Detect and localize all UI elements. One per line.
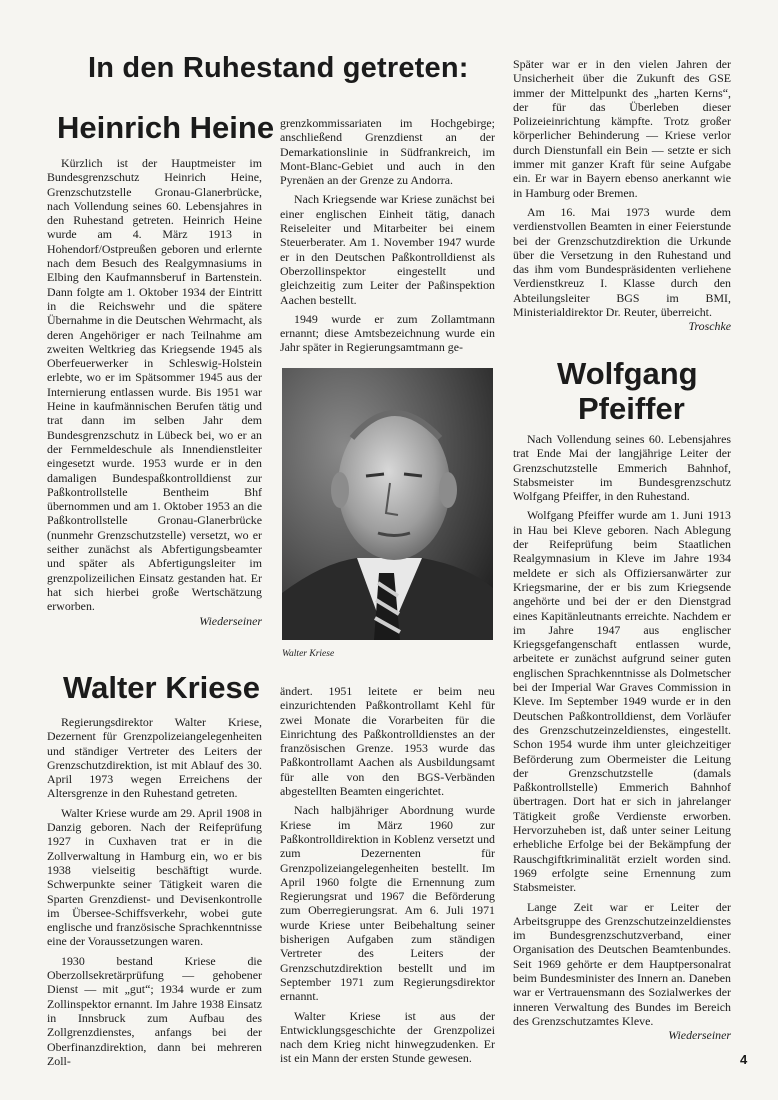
portrait-figure: [282, 368, 493, 640]
heine-signature: Wiederseiner: [199, 613, 262, 628]
pfeiffer-paragraph: Nach Vollendung seines 60. Lebensjahres trat Ende Mai der langjährige Leiter der Grenzschutzstelle Emmerich Bahnhof, Stabsmeister im Bundesgrenzschutz Wolfgang Pfeiffer, in den Ruhestand.: [513, 432, 731, 504]
page-number: 4: [740, 1052, 748, 1067]
kriese-paragraph: Am 16. Mai 1973 wurde dem verdienstvollen Beamten in einer Feierstunde bei der Grenzschutzdirektion die Urkunde über die Versetzung in den Ruhestand und das ihm vom Bundespräsidenten verliehene Verdienstkreuz I. Klasse durch den Abteilungsleiter BGS im BMI, Ministerialdirektor Dr. Reuter, überreicht.: [513, 204, 731, 320]
kriese-col2-bottom: [280, 684, 495, 1071]
kriese-col1: [47, 715, 262, 1073]
pfeiffer-paragraph: Wolfgang Pfeiffer wurde am 1. Juni 1913 in Hau bei Kleve geboren. Nach Ablegung der Reifeprüfung beim Staatlichen Realgymnasium in Kleve im Jahre 1934 meldete er sich als Offiziersanwärter zur Kriegsmarine, der er bis zum Kriegsende angehörte und bei der er den Dienstgrad eines Kapitänleutnants erreichte. Nachdem er im Jahre 1947 aus englischer Kriegsgefangenschaft entlassen wurde, arbeitete er zunächst aufgrund seiner guten englischen Sprachkenntnisse als Dolmetscher bei der Imperial War Graves Commission in Kleve. Im September 1949 wurde er in den Deutschen Paßkontrolldienst, dem Vorläufer des Grenzschutzeinzeldienstes, eingestellt. Schon 1954 wurde ihm unter gleichzeitiger Beförderung zum Obermeister die Leitung der Grenzschutzstelle (damals Paßkontrollstelle) Emmerich Bahnhof übertragen. Dort hat er sich in jahrelanger Tätigkeit große Verdienste erworben. Hervorzuheben ist, daß unter seiner Leitung erhebliche Erfolge bei der Bekämpfung der Rauschgiftkriminalität erzielt worden sind. 1969 erfolgte seine Ernennung zum Stabsmeister.: [513, 508, 731, 895]
photo-caption: Walter Kriese: [282, 649, 335, 659]
pfeiffer-heading-last: Pfeiffer: [578, 391, 685, 426]
heine-article: [47, 156, 262, 628]
pfeiffer-article: [513, 432, 731, 1042]
kriese-heading: Walter Kriese: [63, 670, 260, 705]
kriese-paragraph: Nach Kriegsende war Kriese zunächst bei einer englischen Einheit tätig, danach Reiseleiter und Mitarbeiter bei einem Steuerberater. Am 1. November 1947 wurde er in den Deutschen Paßkontrolldienst als Oberzollinspektor eingestellt und gleichzeitig zum Leiter der Paßinspektion Aachen bestellt.: [280, 192, 495, 307]
kriese-paragraph: 1930 bestand Kriese die Oberzollsekretärprüfung — gehobener Dienst — mit „gut“; 1934 wurde er zum Zollinspektor ernannt. Im Jahre 1938 Einsatz in Innsbruck zum Aufbau des Zollgrenzdienstes, anfangs bei der Oberfinanzdirektion, dann bei mehreren Zoll-: [47, 953, 262, 1068]
kriese-paragraph: grenzkommissariaten im Hochgebirge; anschließend Grenzdienst an der Demarkationslinie in Südfrankreich, im Mont-Blanc-Gebiet und auch in den Pyrenäen an der Grenze zu Andorra.: [280, 116, 495, 188]
kriese-paragraph: Nach halbjähriger Abordnung wurde Kriese im März 1960 zur Paßkontrolldirektion in Koblenz versetzt und zum Dezernenten für Grenzpolizeiangelegenheiten bestellt. Im April 1960 folgte die Ernennung zum Regierungsrat und 1967 die Beförderung zum Oberregierungsrat. Am 6. Juli 1971 wurde Kriese unter Beibehaltung seiner bisherigen Aufgaben zum ständigen Vertreter des Leiters der Grenzschutzdirektion bestellt und im September 1971 zum Regierungsdirektor ernannt.: [280, 803, 495, 1004]
pfeiffer-paragraph: Lange Zeit war er Leiter der Arbeitsgruppe des Grenzschutzeinzeldienstes im Bundesgrenzschutzverband, einer Organisation des Deutschen Beamtenbundes. Seit 1969 gehörte er dem Hauptpersonalrat beim Bundesminister des Innern an. Daneben war er Vertrauensmann des Sozialwerkes der inneren Verwaltung des Bundes im Bereich des Grenzschutzamtes Kleve.: [513, 899, 731, 1028]
kriese-paragraph: Walter Kriese wurde am 29. April 1908 in Danzig geboren. Nach der Reifeprüfung 1927 in Cuxhaven trat er in die Zollverwaltung in Hamburg ein, wo er bis 1938 vielseitig beschäftigt wurde. Schwerpunkte seiner Tätigkeit waren die Sparten Grenzdienst- und Devisenkontrolle im Übersee-Schiffsverkehr, wobei gute englische und französische Sprachkenntnisse eine der Voraussetzungen waren.: [47, 805, 262, 949]
kriese-col2-top: [280, 116, 495, 360]
kriese-paragraph: 1949 wurde er zum Zollamtmann ernannt; diese Amtsbezeichnung wurde ein Jahr später in Regierungsamtmann ge-: [280, 311, 495, 355]
pfeiffer-heading-first: Wolfgang: [557, 356, 698, 391]
kriese-paragraph: Später war er in den vielen Jahren der Unsicherheit über die Zukunft des GSE immer der Mittelpunkt des „harten Kerns“, der für das Überleben dieser Polizeieinrichtung kämpfte. Trotz großer körperlicher Behinderung — Kriese verlor durch Dienstunfall ein Bein — setzte er sich immer mit ganzer Kraft für seine Aufgabe ein. Er war in Bayern ebenso anerkannt wie in Hamburg oder Bremen.: [513, 57, 731, 200]
kriese-paragraph: Walter Kriese ist aus der Entwicklungsgeschichte der Grenzpolizei nach dem Krieg nicht hinwegzudenken. Er ist ein Mann der ersten Stunde gewesen.: [280, 1008, 495, 1066]
kriese-paragraph: Regierungsdirektor Walter Kriese, Dezernent für Grenzpolizeiangelegenheiten und ständiger Vertreter des Leiters der Grenzschutzdirektion, ist mit Ablauf des 30. April 1973 wegen Erreichens der Altersgrenze in den Ruhestand getreten.: [47, 715, 262, 801]
portrait-photo: [282, 368, 493, 640]
pfeiffer-signature: Wiederseiner: [668, 1028, 731, 1043]
page-title: In den Ruhestand getreten:: [88, 52, 469, 84]
kriese-paragraph: ändert. 1951 leitete er beim neu einzurichtenden Paßkontrollamt Kehl für zwei Monate die Vorarbeiten für die Einrichtung des Paßkontrolldienstes an der französischen Grenze. 1953 wurde das Paßkontrollamt Aachen als Ausbildungsamt für alle von den BGS-Verbänden abgestellten Beamten eingerichtet.: [280, 684, 495, 799]
heine-heading: Heinrich Heine: [57, 110, 275, 145]
kriese-signature: Troschke: [688, 319, 731, 334]
kriese-col3: [513, 57, 731, 334]
heine-paragraph: Kürzlich ist der Hauptmeister im Bundesgrenzschutz Heinrich Heine, Grenzschutzstelle Gronau-Glanerbrücke, nach Vollendung seines 60. Lebensjahres in den Ruhestand getreten. Heinrich Heine wurde am 4. März 1913 in Hohendorf/Ostpreußen geboren und erlernte nach dem Besuch des Realgymnasiums in Elbing den Kaufmannsberuf in Bartenstein. Dann folgte am 1. Oktober 1934 der Eintritt in die Reichswehr und die spätere Übernahme in die Deutschen Wehrmacht, als deren Angehöriger er nach Teilnahme am zweiten Weltkrieg das Kriegsende 1945 als Oberfeuerwerker in Schleswig-Holstein erlebte, wo er im Spätsommer 1945 aus der Internierung entlassen wurde. Bis 1951 war Heine in kaufmännischen Berufen tätig und trat dann im selben Jahr dem Bundesgrenzschutz in Lübeck bei, wo er an der Fernmeldeschule als Innendienstleiter eingesetzt wurde. 1953 wurde er in den damaligen Bundespaßkontrolldienst zur Paßkontrollstelle Bentheim Bhf übernommen und am 1. Oktober 1953 an die Paßkontrollstelle Gronau-Glanerbrücke (nunmehr Grenzschutzstelle) versetzt, wo er seither zunächst als Abfertigungsbeamter und später als Abfertigungsleiter im grenzpolizeilichen Einsatz gestanden hat. Er hat sich hierbei große Wertschätzung erworben.: [47, 156, 262, 614]
